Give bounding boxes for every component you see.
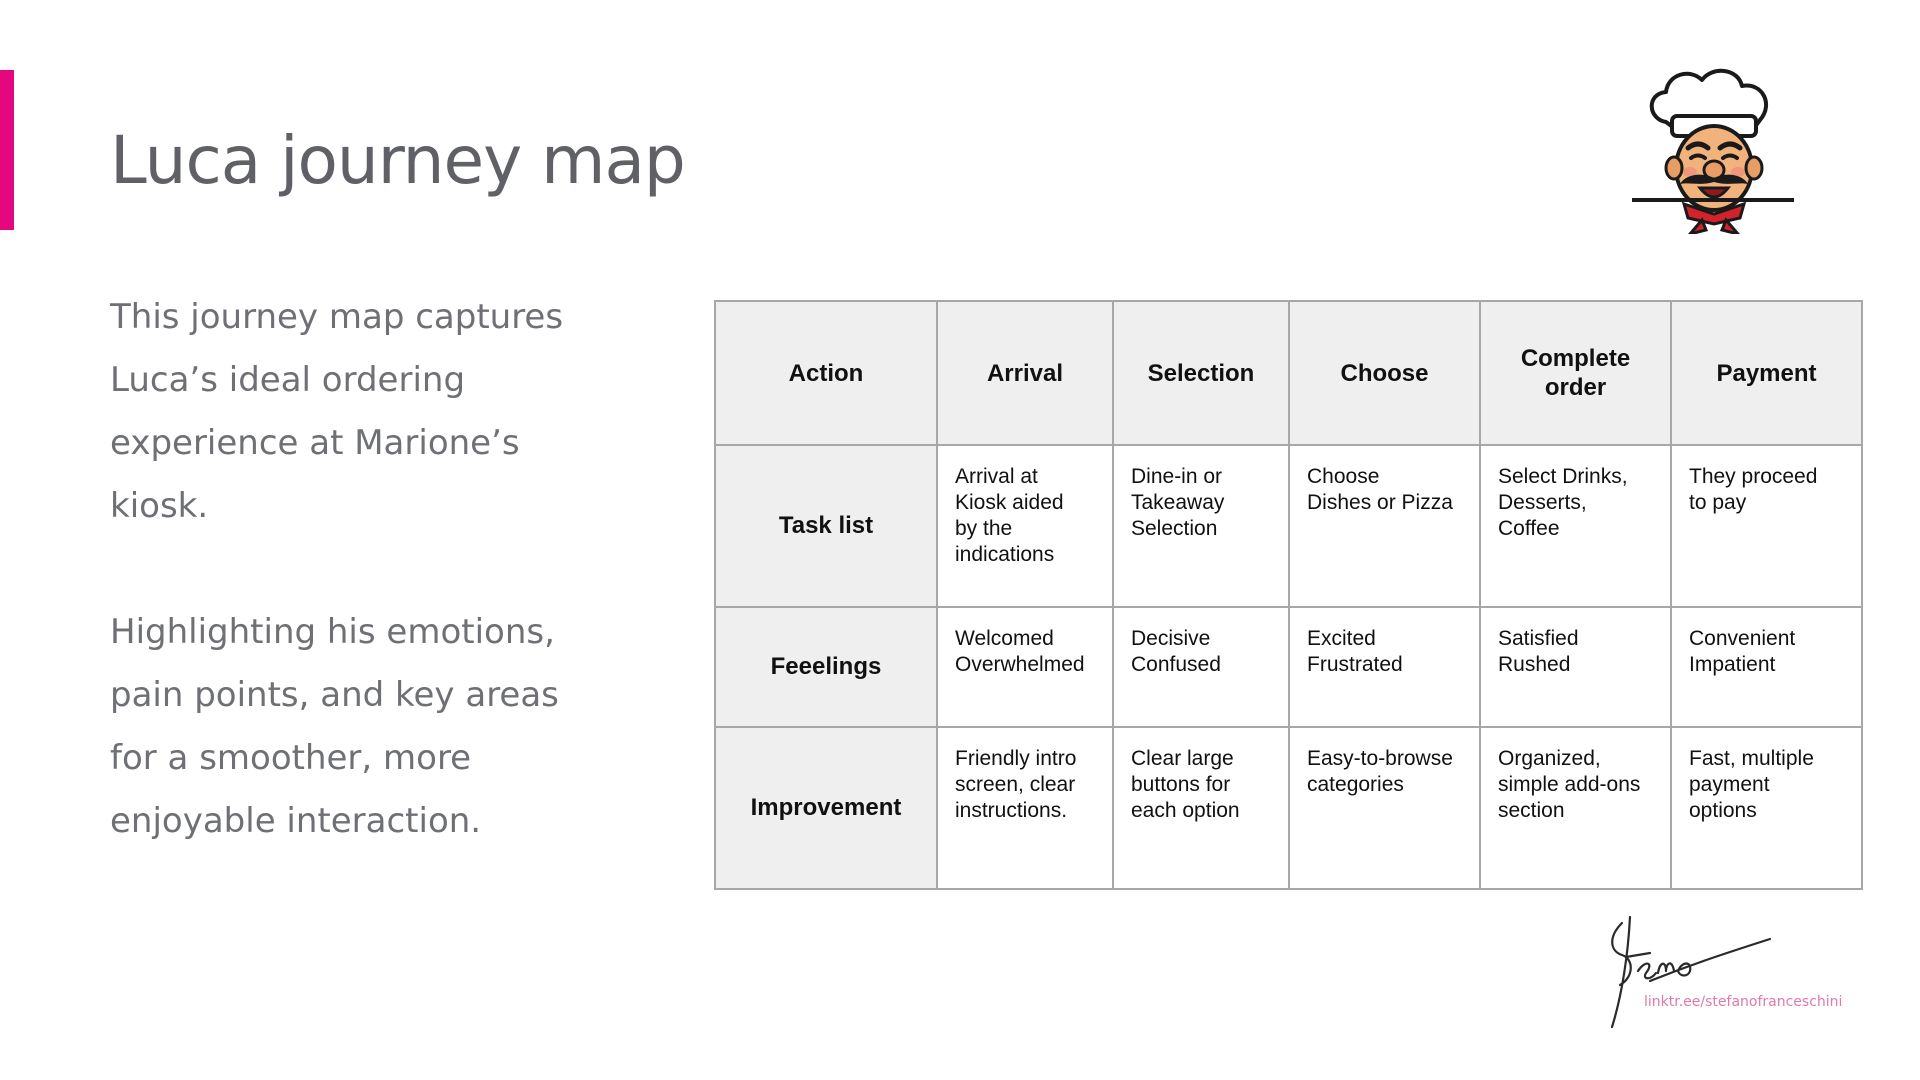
table-cell: Excited Frustrated [1289, 607, 1480, 727]
table-cell: Choose Dishes or Pizza [1289, 445, 1480, 607]
column-header-choose: Choose [1289, 301, 1480, 445]
table-cell: Select Drinks, Desserts, Coffee [1480, 445, 1671, 607]
row-label: Task list [715, 445, 937, 607]
table-row-feelings [715, 607, 1862, 727]
table-cell: They proceed to pay [1671, 445, 1862, 607]
table-header-row [715, 301, 1862, 445]
table-cell: Easy-to-browse categories [1289, 727, 1480, 889]
table-cell: Organized, simple add-ons section [1480, 727, 1671, 889]
column-header-complete-order: Complete order [1480, 301, 1671, 445]
table-cell: Friendly intro screen, clear instructions. [937, 727, 1113, 889]
accent-bar [0, 70, 14, 230]
journey-map-table [714, 300, 1863, 890]
column-header-action: Action [715, 301, 937, 445]
table-cell: Decisive Confused [1113, 607, 1289, 727]
column-header-payment: Payment [1671, 301, 1862, 445]
row-label: Feeelings [715, 607, 937, 727]
intro-paragraph: Highlighting his emotions, pain points, and key areas for a smoother, more enjoyable interaction. [110, 612, 559, 841]
page-title: Luca journey map [110, 122, 685, 199]
table-cell: Fast, multiple payment options [1671, 727, 1862, 889]
table-cell: Welcomed Overwhelmed [937, 607, 1113, 727]
intro-text [110, 286, 610, 853]
table-cell: Satisfied Rushed [1480, 607, 1671, 727]
column-header-selection: Selection [1113, 301, 1289, 445]
row-label: Improvement [715, 727, 937, 889]
table-cell: Dine-in or Takeaway Selection [1113, 445, 1289, 607]
table-row-improvement [715, 727, 1862, 889]
signature-link[interactable]: linktr.ee/stefanofranceschini [1644, 994, 1843, 1010]
signature-icon [1600, 915, 1790, 1035]
table-cell: Arrival at Kiosk aided by the indications [937, 445, 1113, 607]
intro-paragraph: This journey map captures Luca’s ideal ordering experience at Marione’s kiosk. [110, 297, 564, 526]
table-cell: Clear large buttons for each option [1113, 727, 1289, 889]
chef-mascot-icon [1628, 64, 1798, 234]
table-row-task-list [715, 445, 1862, 607]
column-header-arrival: Arrival [937, 301, 1113, 445]
table-cell: Convenient Impatient [1671, 607, 1862, 727]
